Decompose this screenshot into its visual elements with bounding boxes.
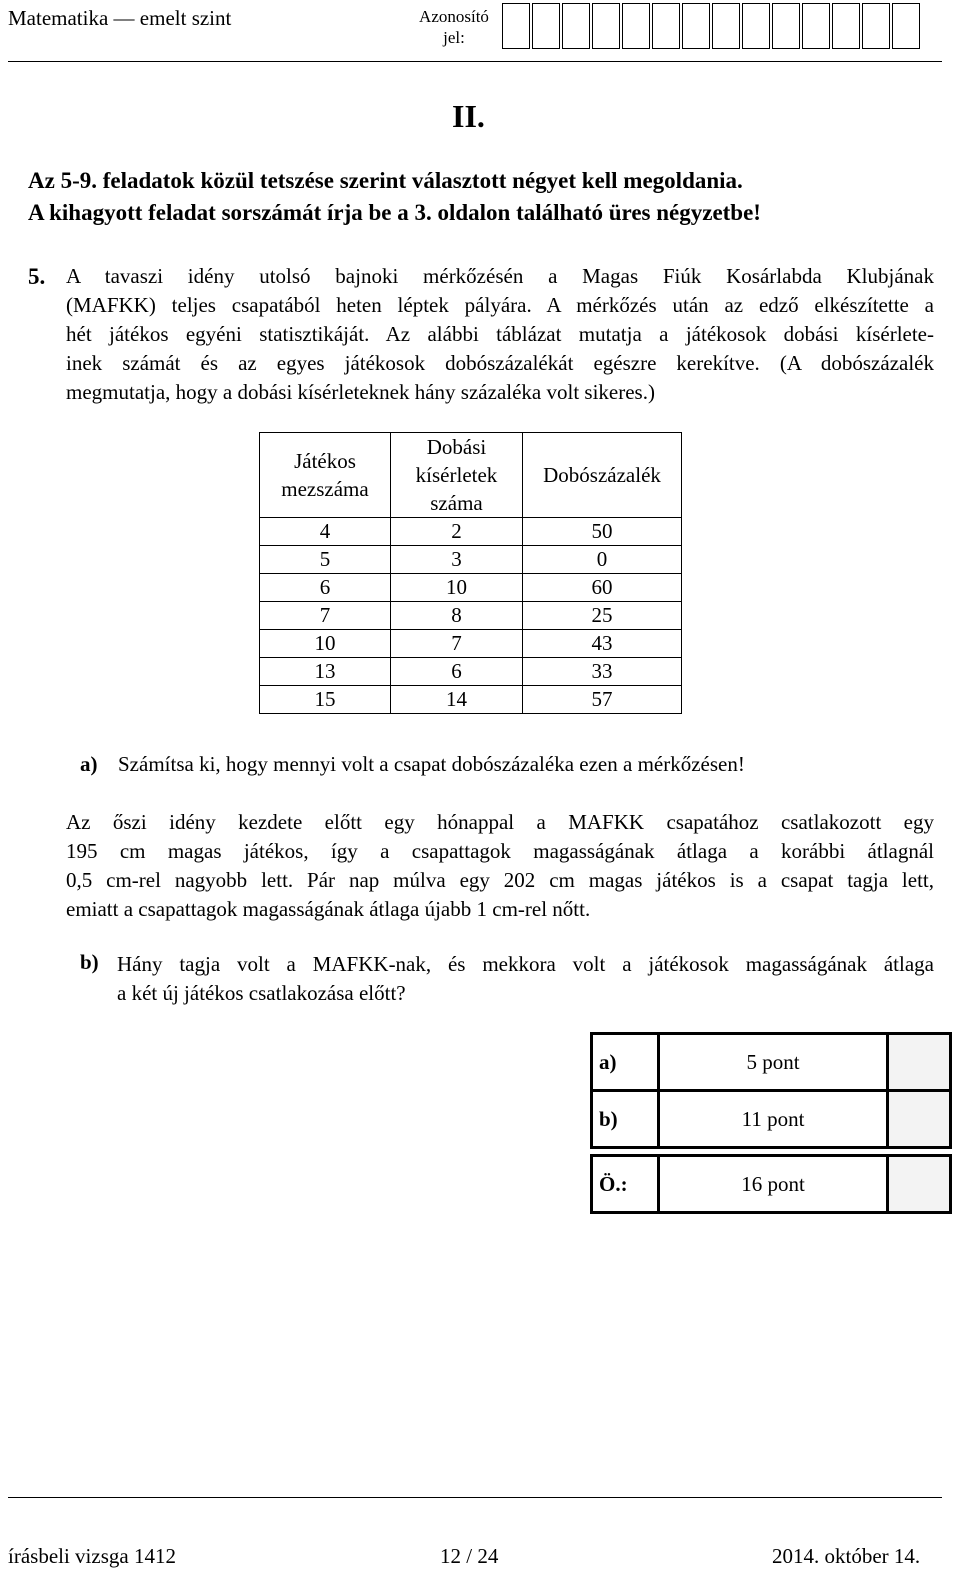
problem-text-line: megmutatja, hogy a dobási kísérleteknek hány százaléka volt sikeres.): [66, 380, 655, 404]
table-row: [260, 602, 682, 630]
table-cell: 10: [391, 574, 523, 602]
id-digit-box[interactable]: [712, 3, 740, 49]
score-box[interactable]: [888, 1091, 951, 1148]
table-cell: 4: [260, 518, 391, 546]
table-cell: 25: [523, 602, 682, 630]
table-cell: 43: [523, 630, 682, 658]
question-a-label: a): [80, 752, 98, 776]
table-header-row: [260, 433, 682, 518]
table-cell: 10: [260, 630, 391, 658]
footer-divider: [8, 1497, 942, 1498]
points-value: 16 pont: [659, 1156, 888, 1213]
id-digit-box[interactable]: [682, 3, 710, 49]
table-cell: 50: [523, 518, 682, 546]
points-row: [592, 1091, 951, 1148]
question-b-label: b): [80, 950, 99, 974]
header-cell: Dobószázalék: [523, 433, 682, 518]
problem-text-line: A tavaszi idény utolsó bajnoki mérkőzésén a Magas Fiúk Kosárlabda Klubjának: [66, 264, 934, 288]
table-cell: 5: [260, 546, 391, 574]
footer-exam: írásbeli vizsga 1412: [8, 1544, 176, 1568]
table-row: [260, 686, 682, 714]
table-row: [260, 574, 682, 602]
table-row: [260, 630, 682, 658]
table-row: [260, 546, 682, 574]
problem-text-line: inek számát és az egyes játékosok dobószázalékát egészre kerekítve. (A dobószázalék: [66, 351, 934, 375]
id-digit-box[interactable]: [652, 3, 680, 49]
table-cell: 14: [391, 686, 523, 714]
id-digit-box[interactable]: [502, 3, 530, 49]
table-cell: 13: [260, 658, 391, 686]
problem-text-line: hét játékos egyéni statisztikáját. Az alábbi táblázat mutatja a játékosok dobási kísérlete-: [66, 322, 934, 346]
id-digit-box[interactable]: [532, 3, 560, 49]
question-a-text: Számítsa ki, hogy mennyi volt a csapat dobószázaléka ezen a mérkőzésen!: [118, 752, 745, 776]
table-cell: 2: [391, 518, 523, 546]
header-divider: [8, 61, 942, 62]
table-row: [260, 518, 682, 546]
statistics-table: [259, 432, 682, 714]
header-subject: Matematika — emelt szint: [8, 6, 232, 30]
id-boxes: [502, 3, 922, 49]
problem-text-line: 0,5 cm-rel nagyobb lett. Pár nap múlva egy 202 cm magas játékos is a csapat tagja lett,: [66, 868, 934, 892]
part-title: II.: [452, 98, 485, 134]
header-cell: Játékos mezszáma: [260, 433, 391, 518]
points-total-row: [592, 1156, 951, 1213]
id-digit-box[interactable]: [622, 3, 650, 49]
table-cell: 6: [260, 574, 391, 602]
table-cell: 8: [391, 602, 523, 630]
table-cell: 3: [391, 546, 523, 574]
id-digit-box[interactable]: [742, 3, 770, 49]
table-cell: 6: [391, 658, 523, 686]
problem-number: 5.: [28, 264, 46, 289]
problem-text-line: (MAFKK) teljes csapatából heten léptek pályára. A mérkőzés után az edző elkészítette a: [66, 293, 934, 317]
points-gap: [592, 1148, 951, 1156]
points-value: 5 pont: [659, 1034, 888, 1091]
score-box[interactable]: [888, 1034, 951, 1091]
instruction-line: Az 5-9. feladatok közül tetszése szerint választott négyet kell megoldania.: [28, 168, 743, 193]
points-row: [592, 1034, 951, 1091]
table-row: [260, 658, 682, 686]
header-cell: Dobási kísérletek száma: [391, 433, 523, 518]
question-b-text-line: Hány tagja volt a MAFKK-nak, és mekkora volt a játékosok magasságának átlaga: [117, 952, 934, 976]
id-label: Azonosító jel:: [419, 7, 489, 47]
problem-text-line: 195 cm magas játékos, így a csapattagok magasságának átlaga a korábbi átlagnál: [66, 839, 934, 863]
question-a: [80, 752, 745, 777]
footer-page-number: 12 / 24: [440, 1544, 499, 1568]
table-cell: 0: [523, 546, 682, 574]
table-cell: 7: [391, 630, 523, 658]
id-digit-box[interactable]: [592, 3, 620, 49]
problem-text-line: emiatt a csapattagok magasságának átlaga újabb 1 cm-rel nőtt.: [66, 897, 591, 921]
points-label: Ö.:: [592, 1156, 659, 1213]
table-cell: 60: [523, 574, 682, 602]
id-digit-box[interactable]: [772, 3, 800, 49]
table-cell: 15: [260, 686, 391, 714]
points-value: 11 pont: [659, 1091, 888, 1148]
instruction-line: A kihagyott feladat sorszámát írja be a 3. oldalon található üres négyzetbe!: [28, 200, 761, 225]
footer-date: 2014. október 14.: [772, 1544, 921, 1568]
points-table: [590, 1032, 952, 1214]
table-cell: 57: [523, 686, 682, 714]
id-digit-box[interactable]: [802, 3, 830, 49]
id-digit-box[interactable]: [892, 3, 920, 49]
problem-text-line: Az őszi idény kezdete előtt egy hónappal a MAFKK csapatához csatlakozott egy: [66, 810, 934, 834]
question-b-text-line: a két új játékos csatlakozása előtt?: [117, 981, 406, 1005]
table-cell: 33: [523, 658, 682, 686]
id-digit-box[interactable]: [562, 3, 590, 49]
points-label: b): [592, 1091, 659, 1148]
score-box[interactable]: [888, 1156, 951, 1213]
table-cell: 7: [260, 602, 391, 630]
id-digit-box[interactable]: [832, 3, 860, 49]
points-label: a): [592, 1034, 659, 1091]
id-digit-box[interactable]: [862, 3, 890, 49]
